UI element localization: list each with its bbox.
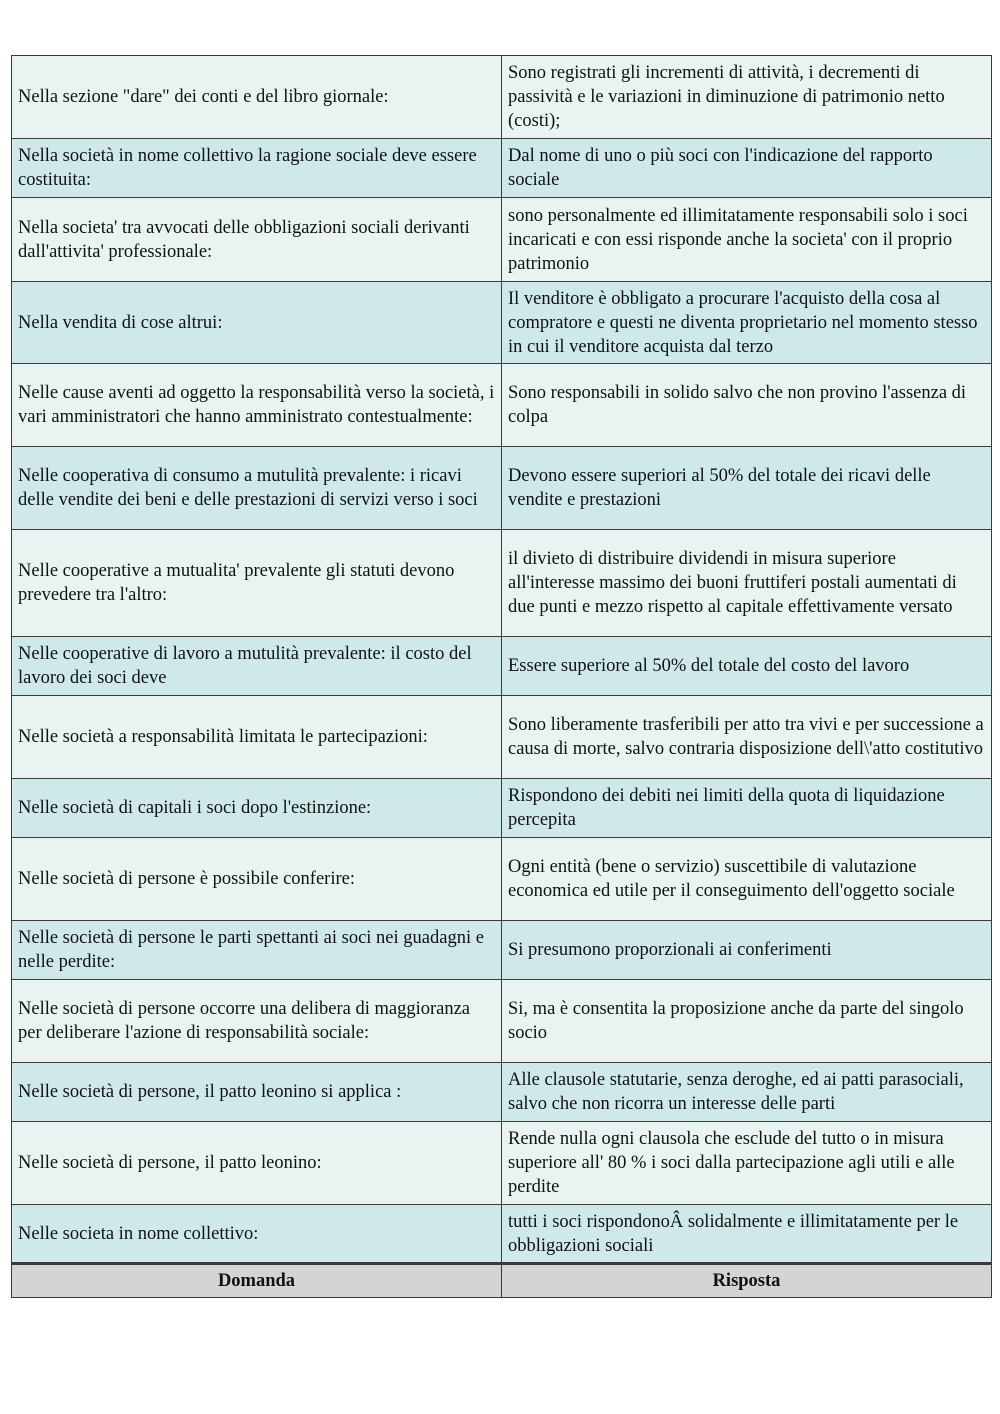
table-row xyxy=(12,139,992,198)
question-cell: Nelle società di persone occorre una delibera di maggioranza per deliberare l'azione di responsabilità sociale: xyxy=(12,980,502,1063)
answer-cell: sono personalmente ed illimitatamente responsabili solo i soci incaricati e con essi risponde anche la societa' con il proprio patrimonio xyxy=(502,198,992,282)
table-header-row xyxy=(12,1264,992,1298)
table-row xyxy=(12,198,992,282)
question-cell: Nelle società di persone, il patto leonino: xyxy=(12,1122,502,1205)
answer-cell: Dal nome di uno o più soci con l'indicazione del rapporto sociale xyxy=(502,139,992,198)
qa-table xyxy=(11,55,992,1298)
answer-cell: Si presumono proporzionali ai conferimenti xyxy=(502,921,992,980)
answer-cell: Sono liberamente trasferibili per atto tra vivi e per successione a causa di morte, salvo contraria disposizione dell\'atto costitutivo xyxy=(502,696,992,779)
answer-cell: il divieto di distribuire dividendi in misura superiore all'interesse massimo dei buoni fruttiferi postali aumentati di due punti e mezzo rispetto al capitale effettivamente versato xyxy=(502,530,992,637)
table-row xyxy=(12,1205,992,1264)
answer-cell: Sono responsabili in solido salvo che non provino l'assenza di colpa xyxy=(502,364,992,447)
table-row xyxy=(12,696,992,779)
table-row xyxy=(12,637,992,696)
table-row xyxy=(12,921,992,980)
question-cell: Nelle società a responsabilità limitata le partecipazioni: xyxy=(12,696,502,779)
table-row xyxy=(12,1122,992,1205)
answer-cell: Sono registrati gli incrementi di attività, i decrementi di passività e le variazioni in diminuzione di patrimonio netto (costi); xyxy=(502,56,992,139)
table-row xyxy=(12,1063,992,1122)
table-row xyxy=(12,282,992,364)
question-cell: Nella sezione "dare" dei conti e del libro giornale: xyxy=(12,56,502,139)
table-row xyxy=(12,364,992,447)
header-answer: Risposta xyxy=(502,1264,992,1298)
answer-cell: Rispondono dei debiti nei limiti della quota di liquidazione percepita xyxy=(502,779,992,838)
question-cell: Nelle cooperativa di consumo a mutulità prevalente: i ricavi delle vendite dei beni e delle prestazioni di servizi verso i soci xyxy=(12,447,502,530)
answer-cell: Rende nulla ogni clausola che esclude del tutto o in misura superiore all' 80 % i soci dalla partecipazione agli utili e alle perdite xyxy=(502,1122,992,1205)
question-cell: Nella società in nome collettivo la ragione sociale deve essere costituita: xyxy=(12,139,502,198)
answer-cell: Il venditore è obbligato a procurare l'acquisto della cosa al compratore e questi ne diventa proprietario nel momento stesso in cui il venditore acquista dal terzo xyxy=(502,282,992,364)
question-cell: Nella vendita di cose altrui: xyxy=(12,282,502,364)
table-row xyxy=(12,980,992,1063)
question-cell: Nella societa' tra avvocati delle obbligazioni sociali derivanti dall'attivita' professionale: xyxy=(12,198,502,282)
question-cell: Nelle società di persone è possibile conferire: xyxy=(12,838,502,921)
answer-cell: Ogni entità (bene o servizio) suscettibile di valutazione economica ed utile per il conseguimento dell'oggetto sociale xyxy=(502,838,992,921)
header-question: Domanda xyxy=(12,1264,502,1298)
question-cell: Nelle societa in nome collettivo: xyxy=(12,1205,502,1264)
qa-table-body xyxy=(12,56,992,1298)
table-row xyxy=(12,447,992,530)
question-cell: Nelle società di persone, il patto leonino si applica : xyxy=(12,1063,502,1122)
table-row xyxy=(12,838,992,921)
answer-cell: Si, ma è consentita la proposizione anche da parte del singolo socio xyxy=(502,980,992,1063)
answer-cell: Devono essere superiori al 50% del totale dei ricavi delle vendite e prestazioni xyxy=(502,447,992,530)
table-row xyxy=(12,530,992,637)
answer-cell: Essere superiore al 50% del totale del costo del lavoro xyxy=(502,637,992,696)
question-cell: Nelle società di persone le parti spettanti ai soci nei guadagni e nelle perdite: xyxy=(12,921,502,980)
table-row xyxy=(12,56,992,139)
table-row xyxy=(12,779,992,838)
question-cell: Nelle società di capitali i soci dopo l'estinzione: xyxy=(12,779,502,838)
answer-cell: Alle clausole statutarie, senza deroghe, ed ai patti parasociali, salvo che non ricorra un interesse delle parti xyxy=(502,1063,992,1122)
answer-cell: tutti i soci rispondonoÂ solidalmente e illimitatamente per le obbligazioni sociali xyxy=(502,1205,992,1264)
question-cell: Nelle cause aventi ad oggetto la responsabilità verso la società, i vari amministratori che hanno amministrato contestualmente: xyxy=(12,364,502,447)
question-cell: Nelle cooperative di lavoro a mutulità prevalente: il costo del lavoro dei soci deve xyxy=(12,637,502,696)
question-cell: Nelle cooperative a mutualita' prevalente gli statuti devono prevedere tra l'altro: xyxy=(12,530,502,637)
